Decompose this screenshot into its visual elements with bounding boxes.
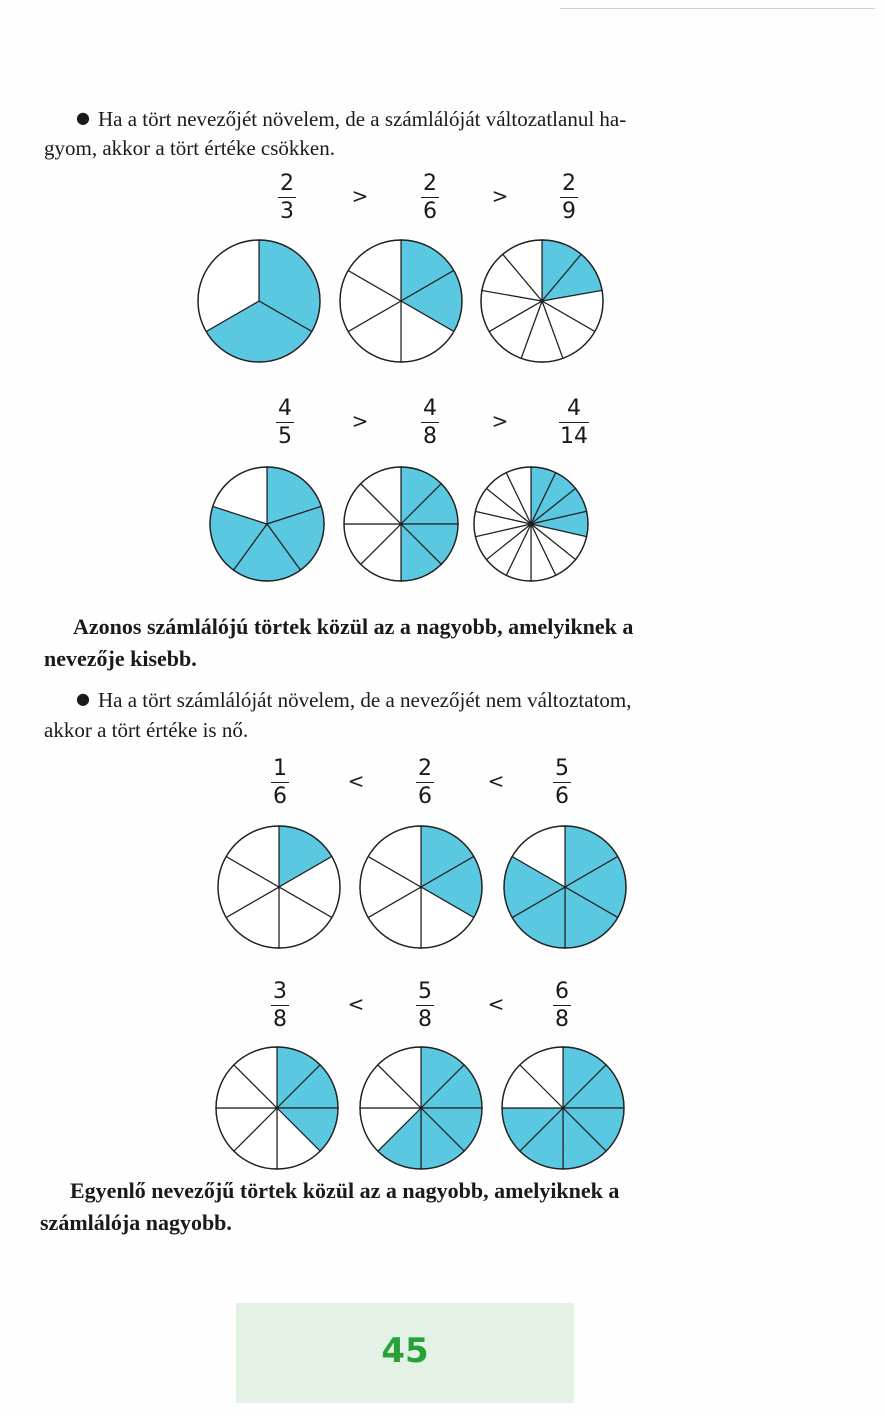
fraction-circle-4-of-5 [208,465,326,583]
comparison-operator: > [491,184,509,208]
top-rule [560,8,875,9]
fraction-circle-2-of-6 [338,238,464,364]
rule-1-line-1: Azonos számlálójú törtek közül az a nagyobb, amelyiknek a [73,614,634,639]
fraction: 4 14 [560,396,588,449]
page-number: 45 [381,1331,429,1371]
fraction-circle-1-of-6 [216,824,342,950]
comparison-operator: > [351,184,369,208]
fraction-circle-4-of-14 [472,465,590,583]
bullet-icon: ● [76,689,90,708]
fraction: 2 6 [423,171,437,224]
page-number-box [236,1303,574,1403]
rule-2-line-1: Egyenlő nevezőjű törtek közül az a nagyobb, amelyiknek a [70,1178,620,1203]
fraction-circle-2-of-9 [479,238,605,364]
fraction: 6 8 [555,979,569,1032]
fraction-row-1 [0,172,885,232]
paragraph-2-line-1: ● Ha a tört számlálóját növelem, de a nevezőjét nem változtatom, [76,688,632,712]
fraction: 4 8 [423,396,437,449]
fraction: 2 3 [280,171,294,224]
fraction: 5 8 [418,979,432,1032]
comparison-operator: < [347,769,365,793]
comparison-operator: > [491,409,509,433]
fraction: 2 6 [418,756,432,809]
paragraph-1-line-2: gyom, akkor a tört értéke csökken. [44,136,335,160]
fraction-row-2 [0,397,885,457]
fraction-circle-2-of-6 [358,824,484,950]
fraction: 1 6 [273,756,287,809]
comparison-operator: < [487,992,505,1016]
comparison-operator: < [347,992,365,1016]
bullet-icon: ● [76,108,90,127]
rule-2-line-2: számlálója nagyobb. [40,1210,232,1235]
comparison-operator: < [487,769,505,793]
fraction: 4 5 [278,396,292,449]
fraction-circle-6-of-8 [500,1045,626,1171]
rule-1-line-2: nevezője kisebb. [44,646,197,671]
fraction-row-3 [0,757,885,817]
fraction-row-4 [0,980,885,1040]
fraction-circle-5-of-6 [502,824,628,950]
paragraph-1-line-1: ● Ha a tört nevezőjét növelem, de a számlálóját változatlanul ha- [76,107,627,131]
fraction: 2 9 [562,171,576,224]
fraction-circle-3-of-8 [214,1045,340,1171]
fraction: 5 6 [555,756,569,809]
paragraph-2-line-2: akkor a tört értéke is nő. [44,718,249,742]
fraction-circle-5-of-8 [358,1045,484,1171]
comparison-operator: > [351,409,369,433]
fraction-circle-2-of-3 [196,238,322,364]
fraction: 3 8 [273,979,287,1032]
fraction-circle-4-of-8 [342,465,460,583]
